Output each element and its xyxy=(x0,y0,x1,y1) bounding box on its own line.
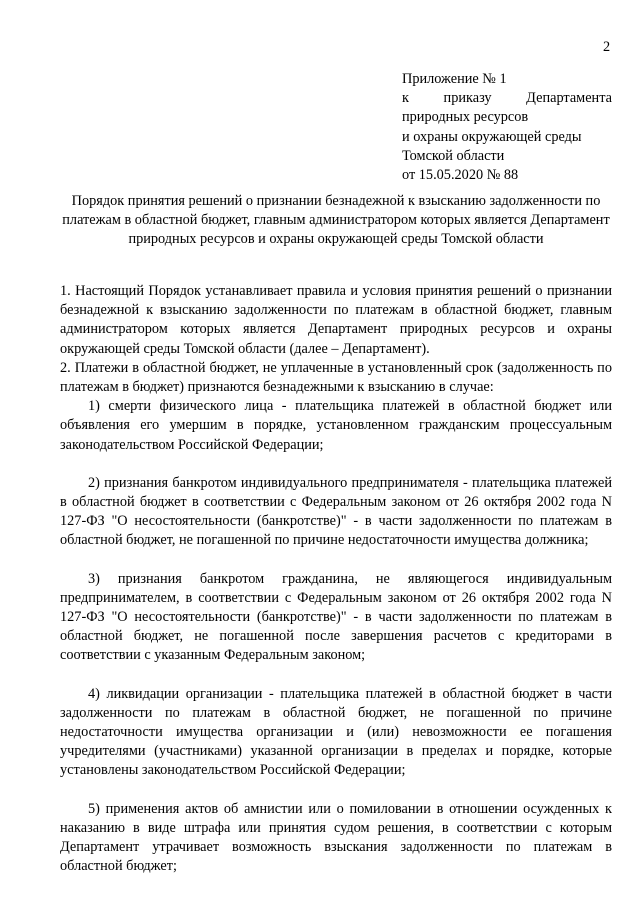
appendix-date-line: от 15.05.2020 № 88 xyxy=(402,167,519,184)
list-item-2: 2) признания банкротом индивидуального предпринимателя - плательщика платежей в областной бюджет в соответствии с Федеральным законом от 26 октября 2002 года N 127-ФЗ "О несостоятельности (банкротстве)" - в части задолженности по платежам в областной бюджет, не погашенной по причине недостаточности имущества должника; xyxy=(60,474,612,549)
appendix-word: приказу xyxy=(443,90,492,107)
list-item-5: 5) применения актов об амнистии или о помиловании в отношении осужденных к наказанию в виде штрафа или принятия судом решения, в соответствии с которым Департамент утрачивает возможность взыскания задолженности по платежам в областной бюджет; xyxy=(60,800,612,875)
paragraph-1: 1. Настоящий Порядок устанавливает правила и условия принятия решений о признании безнадежной к взысканию задолженности по платежам в областной бюджет, главным администратором которых является Департамент природных ресурсов и охраны окружающей среды Томской области (далее – Департамент). xyxy=(60,283,612,357)
list-item-1: 1) смерти физического лица - плательщика платежей в областной бюджет или объявления его умершим в порядке, установленном гражданским процессуальным законодательством Российской Федерации; xyxy=(60,398,612,453)
page-number: 2 xyxy=(603,39,611,55)
list-item-3: 3) признания банкротом гражданина, не являющегося индивидуальным предпринимателем, в соответствии с Федеральным законом от 26 октября 2002 года N 127-ФЗ "О несостоятельности (банкротстве)" - в части задолженности по платежам в областной бюджет, не погашенной после завершения расчетов с кредиторами в соответствии с указанным Федеральным законом; xyxy=(60,570,612,664)
appendix-header xyxy=(402,70,612,185)
appendix-line: Томской области xyxy=(402,147,505,164)
appendix-order-line xyxy=(402,89,612,108)
document-title: Порядок принятия решений о признании безнадежной к взысканию задолженности по платежам в областной бюджет, главным администратором которых является Департамент природных ресурсов и охраны окружающей среды Томской области xyxy=(62,193,610,248)
document-body xyxy=(60,282,612,876)
list-item-4: 4) ликвидации организации - плательщика платежей в областной бюджет в части задолженности по платежам в областной бюджет, не погашенной по причине недостаточности имущества организации и (или) невозможности ее погашения учредителями (участниками) указанной организации в пределах и порядке, которые установлены законодательством Российской Федерации; xyxy=(60,685,612,779)
appendix-line: и охраны окружающей среды xyxy=(402,128,582,145)
paragraph-2: 2. Платежи в областной бюджет, не уплаченные в установленный срок (задолженность по платежам в бюджет) признаются безнадежными к взысканию в случае: xyxy=(60,359,612,396)
appendix-line: природных ресурсов xyxy=(402,109,529,126)
appendix-word: к xyxy=(402,90,409,107)
appendix-line: Приложение № 1 xyxy=(402,71,507,87)
appendix-word: Департамента xyxy=(526,90,612,107)
